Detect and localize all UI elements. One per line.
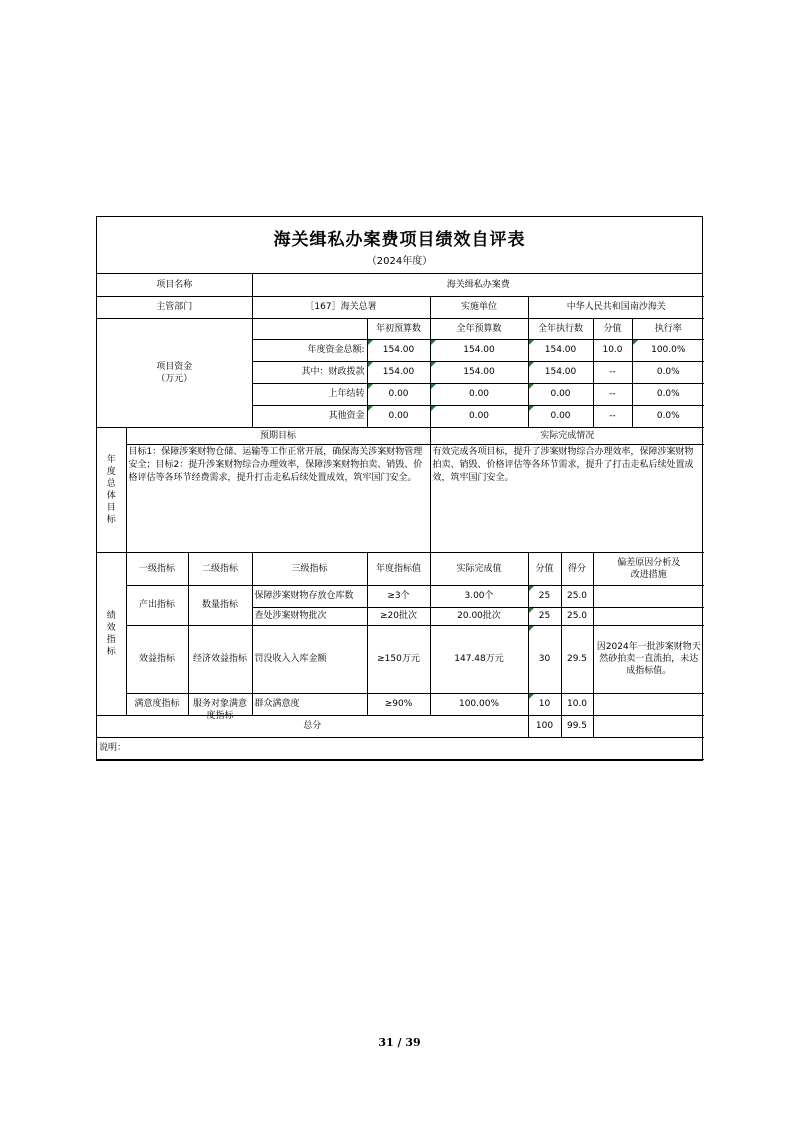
indicator-level3: 查处涉案财物批次	[252, 607, 367, 625]
funds-budget-start: 154.00	[367, 339, 430, 361]
note-row	[97, 737, 704, 759]
score-header: 得分	[561, 552, 593, 585]
indicator-score-value: 10	[528, 693, 561, 715]
dept-label: 主管部门	[97, 296, 252, 318]
indicators-section-label: 绩 效 指 标	[97, 552, 126, 715]
funds-rate: 0.0%	[632, 383, 704, 405]
indicator-level1: 效益指标	[126, 625, 188, 693]
dept-row	[97, 296, 704, 318]
funds-header-score-value: 分值	[593, 318, 632, 339]
funds-score-value: --	[593, 405, 632, 427]
indicator-target: ≥20批次	[367, 607, 430, 625]
total-row	[97, 715, 704, 737]
indicator-score: 10.0	[561, 693, 593, 715]
funds-score-value: 10.0	[593, 339, 632, 361]
funds-rate: 100.0%	[632, 339, 704, 361]
indicator-actual: 20.00批次	[430, 607, 528, 625]
goals-section-label: 年 度 总 体 目 标	[97, 427, 126, 552]
indicator-deviation	[593, 693, 704, 715]
indicator-actual: 3.00个	[430, 585, 528, 607]
funds-executed: 0.00	[528, 405, 593, 427]
funds-budget-start: 154.00	[367, 361, 430, 383]
funds-executed: 0.00	[528, 383, 593, 405]
funds-budget-year: 0.00	[430, 405, 528, 427]
total-label: 总分	[97, 715, 528, 737]
indicator-score: 25.0	[561, 585, 593, 607]
funds-score-value: --	[593, 361, 632, 383]
actual-result-text: 有效完成各项目标，提升了涉案财物综合办理效率，保障涉案财物拍卖、销毁、价格评估等各环节需求，提升了打击走私后续处置成效，筑牢国门安全。	[430, 444, 704, 552]
project-name-value: 海关缉私办案费	[252, 274, 704, 296]
indicator-score-value: 25	[528, 607, 561, 625]
funds-header-executed: 全年执行数	[528, 318, 593, 339]
indicator-target: ≥90%	[367, 693, 430, 715]
funds-row-label: 年度资金总额:	[252, 339, 367, 361]
indicator-score: 25.0	[561, 607, 593, 625]
funds-executed: 154.00	[528, 339, 593, 361]
funds-section-label	[97, 318, 252, 427]
goals-content-row	[97, 444, 704, 552]
funds-header-budget-year: 全年预算数	[430, 318, 528, 339]
indicator-deviation	[593, 585, 704, 607]
indicator-level3: 罚没收入入库金额	[252, 625, 367, 693]
indicator-score-value: 25	[528, 585, 561, 607]
note-label: 说明：	[97, 737, 704, 759]
funds-rate: 0.0%	[632, 405, 704, 427]
indicator-deviation	[593, 607, 704, 625]
indicator-deviation: 因2024年一批涉案财物天然砂拍卖一直流拍，未达成指标值。	[593, 625, 704, 693]
funds-budget-start: 0.00	[367, 405, 430, 427]
form-title: 海关缉私办案费项目绩效自评表	[273, 230, 526, 250]
funds-label-line2: （万元）	[156, 373, 193, 384]
funds-rate: 0.0%	[632, 361, 704, 383]
indicator-row	[97, 625, 704, 693]
indicators-header-row	[97, 552, 704, 585]
indicator-actual: 100.00%	[430, 693, 528, 715]
indicator-score-value: 30	[528, 625, 561, 693]
funds-budget-start: 0.00	[367, 383, 430, 405]
indicator-target: ≥3个	[367, 585, 430, 607]
total-score: 99.5	[561, 715, 593, 737]
funds-budget-year: 0.00	[430, 383, 528, 405]
indicator-row	[97, 693, 704, 715]
indicator-row	[97, 585, 704, 607]
indicator-level2: 数量指标	[188, 585, 252, 625]
funds-budget-year: 154.00	[430, 339, 528, 361]
expected-goal-text: 目标1：保障涉案财物仓储、运输等工作正常开展，确保海关涉案财物管理安全；目标2：提升涉案财物综合办理效率，保障涉案财物拍卖、销毁、价格评估等各环节经费需求，提升打击走私后续处置成效，筑牢国门安全。	[126, 444, 430, 552]
funds-row-label: 其他资金	[252, 405, 367, 427]
project-name-row	[97, 274, 704, 296]
impl-unit-label: 实施单位	[430, 296, 528, 318]
level1-header: 一级指标	[126, 552, 188, 585]
funds-row-label: 上年结转	[252, 383, 367, 405]
funds-header-rate: 执行率	[632, 318, 704, 339]
funds-score-value: --	[593, 383, 632, 405]
form-header	[97, 217, 702, 274]
level2-header: 二级指标	[188, 552, 252, 585]
page-number: 31 / 39	[378, 1036, 421, 1049]
indicator-actual: 147.48万元	[430, 625, 528, 693]
level3-header: 三级指标	[252, 552, 367, 585]
indicator-level2: 服务对象满意度指标	[188, 693, 252, 715]
total-blank	[593, 715, 704, 737]
funds-row-label: 其中：财政拨款	[252, 361, 367, 383]
total-value: 100	[528, 715, 561, 737]
funds-label-line1: 项目资金	[156, 361, 193, 372]
indicator-level1: 产出指标	[126, 585, 188, 625]
indicator-level3: 保障涉案财物存放仓库数	[252, 585, 367, 607]
actual-header: 实际完成值	[430, 552, 528, 585]
indicator-score: 29.5	[561, 625, 593, 693]
funds-executed: 154.00	[528, 361, 593, 383]
funds-header-blank	[252, 318, 367, 339]
evaluation-form	[96, 216, 703, 761]
indicator-level1: 满意度指标	[126, 693, 188, 715]
project-name-label: 项目名称	[97, 274, 252, 296]
funds-budget-year: 154.00	[430, 361, 528, 383]
deviation-header: 偏差原因分析及 改进措施	[593, 552, 704, 585]
indicator-target: ≥150万元	[367, 625, 430, 693]
target-header: 年度指标值	[367, 552, 430, 585]
form-subtitle: （2024年度）	[366, 256, 433, 267]
impl-unit-value: 中华人民共和国南沙海关	[528, 296, 704, 318]
goals-header-row	[97, 427, 704, 444]
evaluation-table	[97, 274, 704, 760]
indicator-level3: 群众满意度	[252, 693, 367, 715]
indicator-level2: 经济效益指标	[188, 625, 252, 693]
score-value-header: 分值	[528, 552, 561, 585]
funds-header-row	[97, 318, 704, 339]
dept-value: ［167］海关总署	[252, 296, 430, 318]
expected-goal-header: 预期目标	[126, 427, 430, 444]
funds-header-budget-start: 年初预算数	[367, 318, 430, 339]
actual-result-header: 实际完成情况	[430, 427, 704, 444]
